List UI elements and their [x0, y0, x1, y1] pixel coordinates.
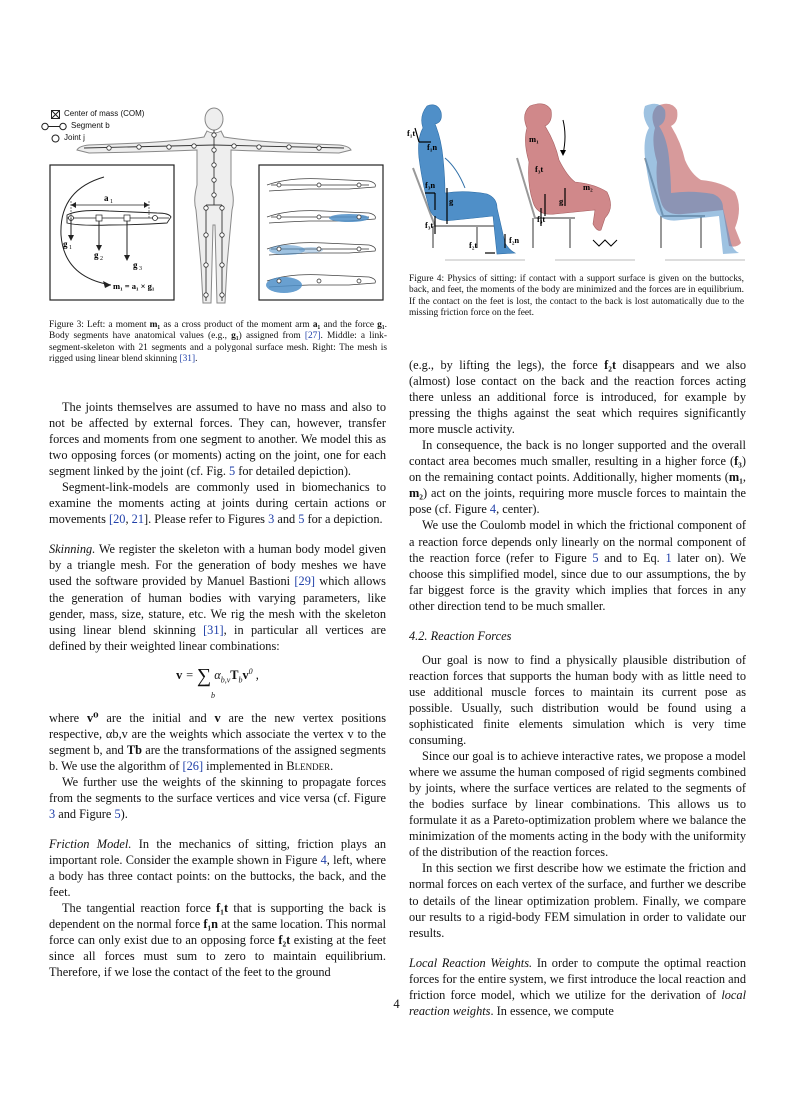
local-weights-heading: Local Reaction Weights. — [409, 955, 533, 970]
figure-4-graphic — [405, 98, 750, 268]
paragraph-friction: Friction Model. In the mechanics of sitting, friction plays an important role. Consider the example shown in Figure 4, left, where a body has three contact points: on the buttocks, the back, and the feet. — [49, 837, 387, 900]
skinning-illustration — [259, 165, 383, 300]
figure-5-link[interactable]: 5 — [229, 464, 236, 479]
sitting-figure-left — [407, 105, 525, 260]
svg-text:1: 1 — [69, 245, 72, 251]
label-g-mid: g — [559, 196, 564, 206]
label-g2: g — [94, 250, 99, 260]
ref-26-link[interactable]: [26] — [182, 758, 204, 773]
paragraph-joints: The joints themselves are assumed to have no mass and also to not be affected by external forces. They can, however, transfer forces and moments from one segment to another. We model this as two opposing forces (or moments) acting on the joint, one for each segment linked by the joint (cf. Fig. 5 for detailed depiction). — [49, 400, 386, 479]
paragraph-tangential: The tangential reaction force f₁t that is supporting the back is dependent on the normal force f₁n at the same location. This normal force can only exist due to an opposing force f₂t existing at the feet since all forces must sum to zero to maintain equilibrium. Therefore, if we lose the contact of the feet to the ground — [49, 901, 386, 980]
figure-4-link[interactable]: 4 — [489, 502, 497, 517]
sitting-figure-center — [517, 104, 635, 260]
legend-segment-label: Segment b — [71, 121, 110, 130]
right-column — [409, 357, 746, 1019]
paragraph-consequence: In consequence, the back is no longer supported and the overall contact area becomes much smaller, resulting in a higher force (f₃) on the remaining contact points. Additionally, higher moments (m₁, m₂) act on the joints, requiring more muscle forces to maintain the pose (cf. Figure 4, center). — [409, 438, 746, 517]
ref-27-link[interactable]: [27] — [304, 331, 321, 342]
paragraph-local-weights: Local Reaction Weights. In order to compute the optimal reaction forces for the entire system, we first introduce the local reaction and friction force model, which we utilize for the derivation of local reaction weights. In essence, we compute — [409, 955, 747, 1018]
equation-1-link[interactable]: 1 — [665, 550, 672, 565]
figure-3-link[interactable]: 3 — [49, 806, 56, 821]
label-moment-formula: m₁ = a₁ × g₁ — [113, 281, 155, 291]
page-number: 4 — [393, 997, 400, 1011]
label-g1: g — [63, 239, 68, 249]
svg-text:1: 1 — [110, 199, 113, 205]
figure-3-link[interactable]: 3 — [268, 512, 275, 527]
ref-21-link[interactable]: 21 — [131, 512, 144, 527]
moment-illustration — [50, 165, 174, 300]
paragraph-coulomb: We use the Coulomb model in which the frictional component of a reaction force depends only linearly on the normal component of the reaction force (refer to Figure 5 and to Eq. 1 later on). We choose this simplified model, since due to our assumptions, the by far biggest force is the gravity which implies that forces in any other direction tend to be much smaller. — [409, 518, 746, 613]
figure-5-link[interactable]: 5 — [298, 512, 305, 527]
ref-31-link[interactable]: [31] — [179, 354, 196, 365]
paragraph-since: Since our goal is to achieve interactive rates, we propose a model where we assume the human composed of rigid segments combined by joints, where the surface vertices are related to the segments of the bodies surface by linear combinations. This allows us to formulate it as a Pareto-optimization problem where we balance the minimization of the moments acting in the body with the uniformity of the distribution of the reaction forces. — [409, 749, 746, 860]
label-f3n: f₃n — [425, 180, 436, 190]
label-g3: g — [133, 260, 138, 270]
legend-segment — [41, 120, 144, 132]
label-f2n: f₂n — [509, 235, 520, 245]
ref-20-link[interactable]: [20 — [109, 512, 126, 527]
legend-joint-label: Joint j — [64, 133, 85, 142]
ref-31-link[interactable]: [31] — [203, 622, 224, 637]
skinning-heading: Skinning. — [49, 542, 96, 557]
paragraph-further: We further use the weights of the skinning to propagate forces from the segments to the surface vertices and vice versa (cf. Figure 3 and Figure 5). — [49, 774, 386, 821]
section-heading-reaction-forces: 4.2. Reaction Forces — [409, 628, 512, 643]
label-f3t: f₃t — [425, 220, 434, 230]
sitting-figure-right — [644, 104, 745, 260]
label-a1: a — [104, 193, 109, 203]
figure-3-legend — [51, 108, 144, 144]
friction-heading: Friction Model. — [49, 837, 132, 852]
svg-text:3: 3 — [139, 266, 142, 272]
figure-4-caption: Figure 4: Physics of sitting: if contact with a support surface is given on the buttocks, back, and feet, the moments of the body are minimized and the forces are in equilibrium. If the contact on the feet is lost, the contact to the back is lost automatically due to the missing friction force on the feet. — [409, 274, 744, 319]
figure-5-link[interactable]: 5 — [114, 806, 121, 821]
paragraph-section-description: In this section we first describe how we estimate the friction and normal forces on each vertex of the surface, and further we describe to details of the linear optimization problem. Finally, we compare our results to a rigid-body FEM simulation in order to validate our results. — [409, 861, 746, 940]
label-f3t-mid: f₃t — [535, 164, 544, 174]
com-icon — [51, 110, 60, 119]
skinning-equation: v = ∑ $\alpha_{b,v}T_bv^0$ , b — [176, 664, 259, 700]
label-f2t: f₂t — [469, 240, 478, 250]
segment-icon — [41, 122, 67, 131]
paragraph-where: where v⁰ are the initial and v are the new vertex positions respective, αb,v are the weights which associate the vertex v to the segment b, and Tb are the transformations of the assigned segments b. We use the algorithm of [26] implemented in Blender. — [49, 710, 386, 773]
paragraph-continuation: (e.g., by lifting the legs), the force f₂t disappears and we also (almost) lose contact on the back and the reaction forces acting there unless an additional force is introduced, for example by pressing the thighs against the seat which requires significantly more muscle activity. — [409, 358, 747, 437]
figure-5-link[interactable]: 5 — [592, 550, 599, 565]
paragraph-segment-link: Segment-link-models are commonly used in biomechanics to examine the moments acting at joints during certain actions or movements [20, 21]. Please refer to Figures 3 and 5 for a depiction. — [49, 480, 386, 527]
label-f3t-mid2: f₃t — [537, 214, 546, 224]
legend-com — [51, 108, 144, 120]
figure-4-link[interactable]: 4 — [320, 853, 327, 868]
ref-29-link[interactable]: [29] — [294, 574, 315, 589]
figure-4 — [405, 98, 750, 268]
joint-icon — [51, 134, 60, 143]
left-column — [49, 399, 386, 980]
svg-text:2: 2 — [100, 256, 103, 262]
figure-3-caption: Figure 3: Left: a moment m₁ as a cross product of the moment arm a₁ and the force g₁. Body segments have anatomical values (e.g., g₁) assigned from [27]. Middle: a link-segment-skeleton with 21 segments and a polygonal surface mesh. Right: The mesh is rigged using linear blend skinning [31]. — [49, 320, 387, 365]
label-f1n: f₁n — [427, 142, 438, 152]
label-f1t: f₁t — [407, 128, 416, 138]
paragraph-goal: Our goal is now to find a physically plausible distribution of reaction forces that supports the human body with as little need to use additional muscle forces to maintain its current pose as possible. Usually, such distribution would be found using a sophisticated finite elements simulation which is very time consuming. — [409, 652, 746, 748]
label-g-left: g — [449, 196, 454, 206]
label-m1: m₁ — [529, 134, 539, 144]
label-m2: m₂ — [583, 182, 593, 192]
legend-joint — [51, 132, 144, 144]
legend-com-label: Center of mass (COM) — [64, 109, 145, 118]
paragraph-skinning: Skinning. We register the skeleton with a human body model given by a triangle mesh. For the generation of body meshes we have used the software provided by Manuel Bastioni [29] which allows the generation of human bodies with varying parameters, like gender, mass, size, stature, etc. We rig the mesh with the skeleton using linear blend skinning [31], in particular all vertices are defined by their weighted linear combinations: — [49, 542, 386, 653]
